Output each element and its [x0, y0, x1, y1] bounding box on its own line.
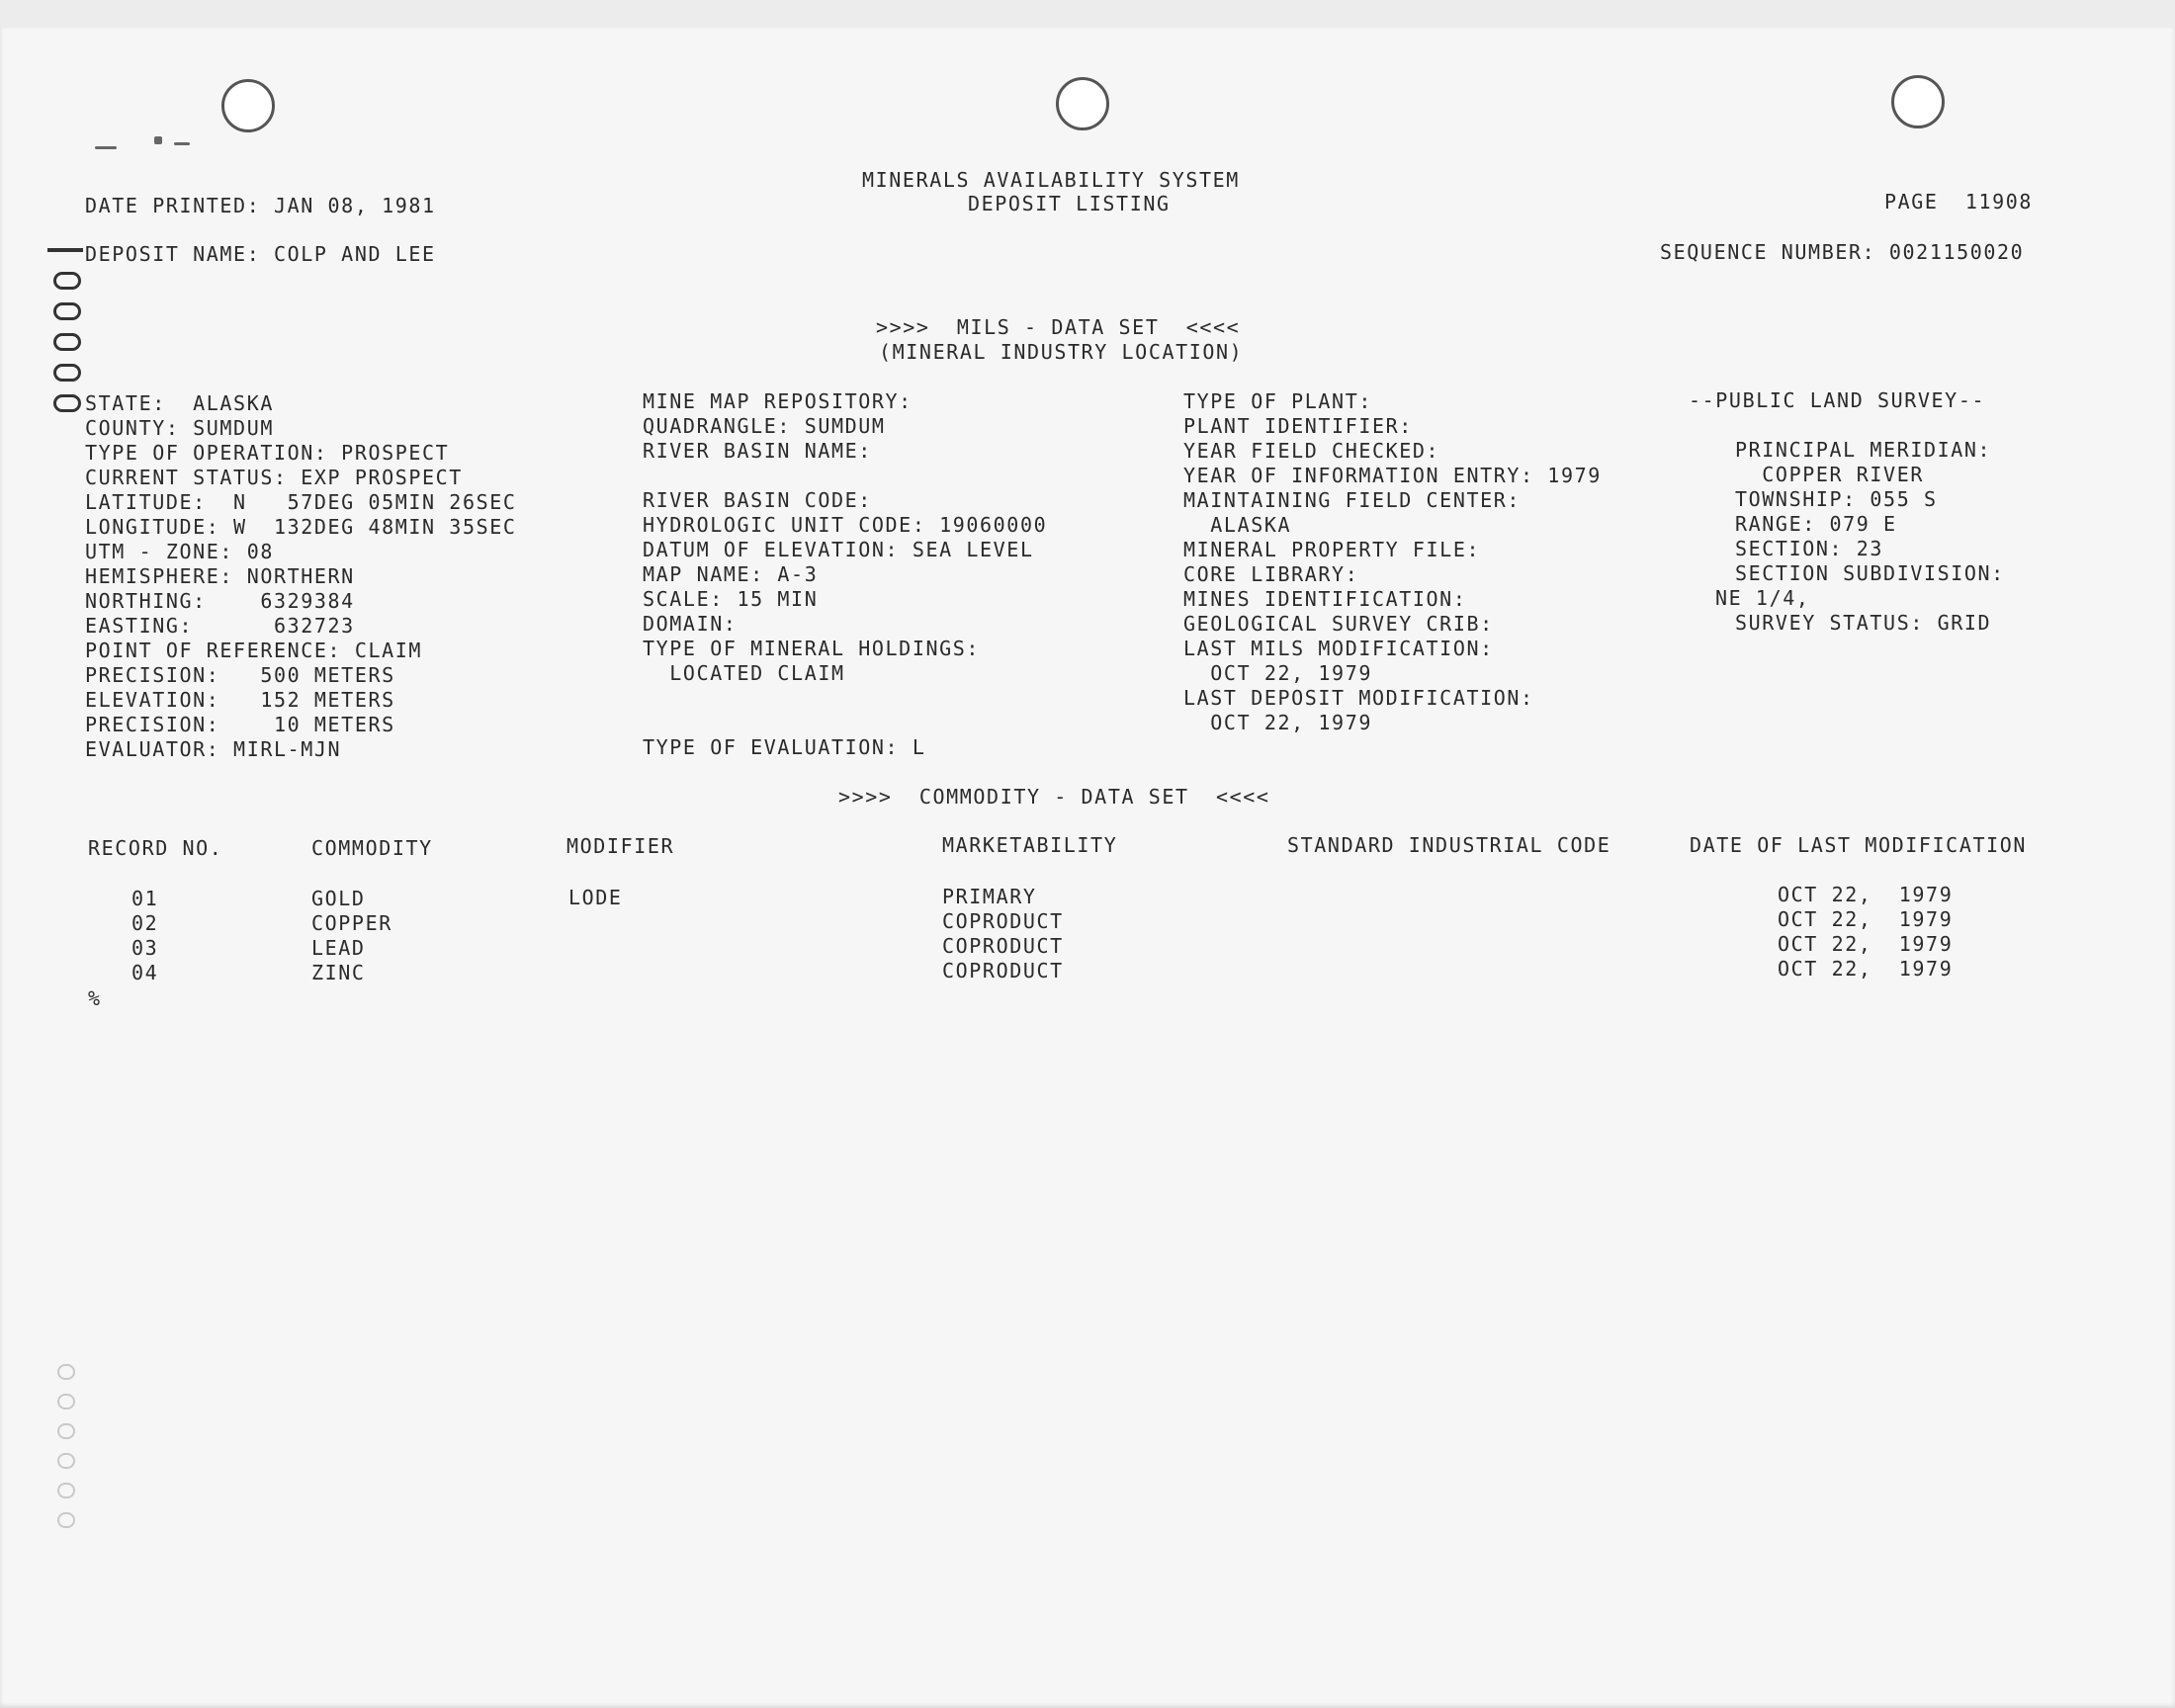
binder-hole-center — [1056, 77, 1109, 130]
commodity-marketability: PRIMARY — [942, 885, 1037, 908]
map-field: MINE MAP REPOSITORY: — [643, 389, 913, 413]
faint-margin-mark — [57, 1364, 75, 1380]
location-field: COUNTY: SUMDUM — [85, 416, 274, 440]
location-field: PRECISION: 500 METERS — [85, 663, 395, 687]
survey-field: NE 1/4, — [1715, 586, 1810, 610]
survey-field: COPPER RIVER — [1735, 463, 1924, 486]
map-field: DATUM OF ELEVATION: SEA LEVEL — [643, 538, 1034, 561]
margin-hole-mark — [53, 364, 81, 382]
plant-field: MINERAL PROPERTY FILE: — [1183, 538, 1481, 561]
faint-margin-mark — [57, 1423, 75, 1439]
record-number: 03 — [131, 936, 159, 960]
record-number: 01 — [131, 887, 159, 910]
plant-field: CORE LIBRARY: — [1183, 562, 1359, 586]
margin-hole-mark — [53, 333, 81, 351]
margin-hole-mark — [53, 272, 81, 290]
plant-field: YEAR OF INFORMATION ENTRY: 1979 — [1183, 464, 1602, 487]
mils-section-subtitle: (MINERAL INDUSTRY LOCATION) — [879, 340, 1244, 364]
survey-field: SURVEY STATUS: GRID — [1735, 611, 1992, 635]
date-printed: DATE PRINTED: JAN 08, 1981 — [85, 194, 436, 217]
faint-margin-mark — [57, 1483, 75, 1498]
faint-margin-mark — [57, 1512, 75, 1528]
map-field: QUADRANGLE: SUMDUM — [643, 414, 886, 438]
commodity-marketability: COPRODUCT — [942, 909, 1064, 933]
map-field: DOMAIN: — [643, 612, 738, 636]
faint-margin-mark — [57, 1453, 75, 1469]
location-field: EASTING: 632723 — [85, 614, 355, 638]
commodity-section-title: >>>> COMMODITY - DATA SET <<<< — [838, 785, 1270, 809]
plant-field: MAINTAINING FIELD CENTER: — [1183, 488, 1522, 512]
commodity-modifier: LODE — [568, 886, 623, 909]
column-header-sic: STANDARD INDUSTRIAL CODE — [1287, 833, 1611, 857]
margin-hole-mark — [53, 394, 81, 412]
page-number: PAGE 11908 — [1884, 190, 2034, 214]
binder-hole-left — [221, 79, 275, 132]
location-field: ELEVATION: 152 METERS — [85, 688, 395, 712]
faint-margin-mark — [57, 1394, 75, 1409]
map-field: HYDROLOGIC UNIT CODE: 19060000 — [643, 513, 1048, 537]
location-field: HEMISPHERE: NORTHERN — [85, 564, 355, 588]
plant-field: GEOLOGICAL SURVEY CRIB: — [1183, 612, 1494, 636]
location-field: TYPE OF OPERATION: PROSPECT — [85, 441, 450, 465]
plant-field: YEAR FIELD CHECKED: — [1183, 439, 1440, 463]
location-field: PRECISION: 10 METERS — [85, 713, 395, 736]
map-field: TYPE OF EVALUATION: L — [643, 735, 926, 759]
survey-field: TOWNSHIP: 055 S — [1735, 487, 1938, 511]
sequence-number: SEQUENCE NUMBER: 0021150020 — [1660, 240, 2025, 264]
printout-page — [0, 28, 2175, 1708]
plant-field: OCT 22, 1979 — [1183, 661, 1372, 685]
map-field: MAP NAME: A-3 — [643, 562, 819, 586]
listing-subtitle: DEPOSIT LISTING — [968, 192, 1171, 215]
commodity-name: ZINC — [311, 961, 366, 984]
margin-hole-mark — [53, 302, 81, 320]
survey-field: SECTION SUBDIVISION: — [1735, 561, 2005, 585]
commodity-name: COPPER — [311, 911, 392, 935]
location-field: STATE: ALASKA — [85, 391, 274, 415]
plant-field: TYPE OF PLANT: — [1183, 389, 1372, 413]
survey-field: SECTION: 23 — [1735, 537, 1884, 560]
plant-field: LAST MILS MODIFICATION: — [1183, 637, 1494, 660]
ink-speck — [95, 146, 117, 149]
column-header-date: DATE OF LAST MODIFICATION — [1690, 833, 2028, 857]
deposit-name: DEPOSIT NAME: COLP AND LEE — [85, 242, 436, 266]
commodity-date: OCT 22, 1979 — [1778, 932, 1954, 956]
commodity-name: LEAD — [311, 936, 366, 960]
location-field: LATITUDE: N 57DEG 05MIN 26SEC — [85, 490, 517, 514]
location-field: POINT OF REFERENCE: CLAIM — [85, 639, 423, 662]
commodity-name: GOLD — [311, 887, 366, 910]
location-field: CURRENT STATUS: EXP PROSPECT — [85, 466, 463, 489]
map-field: SCALE: 15 MIN — [643, 587, 819, 611]
plant-field: LAST DEPOSIT MODIFICATION: — [1183, 686, 1534, 710]
plant-field: OCT 22, 1979 — [1183, 711, 1372, 734]
ink-speck — [154, 136, 162, 144]
record-number: 02 — [131, 911, 159, 935]
map-field: RIVER BASIN NAME: — [643, 439, 872, 463]
commodity-date: OCT 22, 1979 — [1778, 907, 1954, 931]
location-field: LONGITUDE: W 132DEG 48MIN 35SEC — [85, 515, 517, 539]
mils-section-title: >>>> MILS - DATA SET <<<< — [876, 315, 1241, 339]
column-header-commodity: COMMODITY — [311, 836, 433, 860]
binder-hole-right — [1891, 75, 1945, 128]
column-header-marketability: MARKETABILITY — [942, 833, 1118, 857]
survey-field: RANGE: 079 E — [1735, 512, 1897, 536]
ink-speck — [174, 142, 190, 145]
end-of-record-mark: % — [88, 986, 102, 1010]
commodity-date: OCT 22, 1979 — [1778, 957, 1954, 981]
map-field: RIVER BASIN CODE: — [643, 488, 872, 512]
map-field: LOCATED CLAIM — [643, 661, 845, 685]
system-title: MINERALS AVAILABILITY SYSTEM — [862, 168, 1240, 192]
location-field: UTM - ZONE: 08 — [85, 540, 274, 563]
column-header-record: RECORD NO. — [88, 836, 223, 860]
column-header-modifier: MODIFIER — [566, 834, 675, 858]
plant-field: MINES IDENTIFICATION: — [1183, 587, 1467, 611]
commodity-date: OCT 22, 1979 — [1778, 883, 1954, 906]
survey-field: PRINCIPAL MERIDIAN: — [1735, 438, 1992, 462]
plant-field: PLANT IDENTIFIER: — [1183, 414, 1413, 438]
commodity-marketability: COPRODUCT — [942, 959, 1064, 982]
location-field: NORTHING: 6329384 — [85, 589, 355, 613]
record-number: 04 — [131, 961, 159, 984]
public-land-survey-title: --PUBLIC LAND SURVEY-- — [1689, 388, 1986, 412]
plant-field: ALASKA — [1183, 513, 1292, 537]
commodity-marketability: COPRODUCT — [942, 934, 1064, 958]
map-field: TYPE OF MINERAL HOLDINGS: — [643, 637, 981, 660]
location-field: EVALUATOR: MIRL-MJN — [85, 737, 342, 761]
margin-dash-mark — [47, 248, 83, 252]
